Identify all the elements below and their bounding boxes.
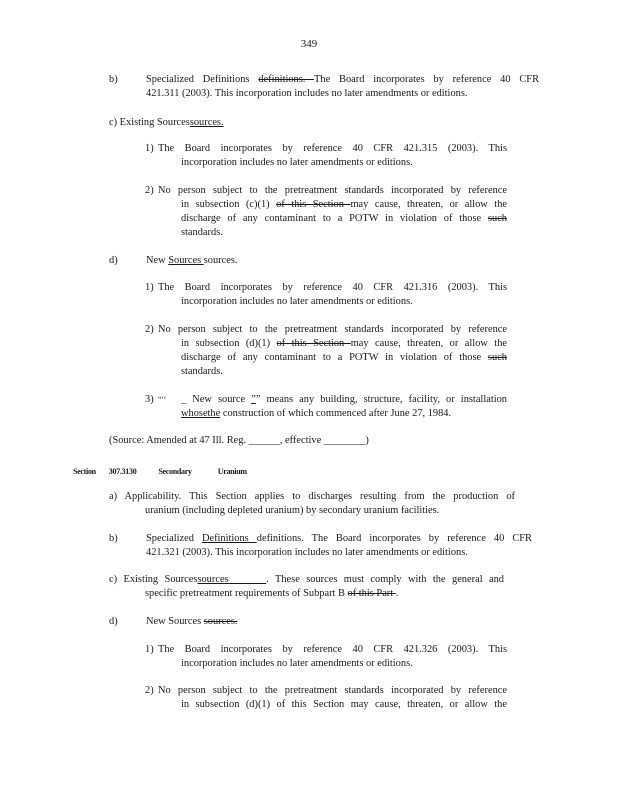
text-run: Specialized Definitions [146,74,259,85]
text-run: in subsection (d)(1) [181,338,277,349]
source-note [109,434,429,448]
text-run: sources. [203,255,238,266]
inserted-text: sources ______ [197,574,267,585]
subsection-label: d) [109,255,118,266]
item-label: 2) [145,324,154,335]
paragraph-line [181,351,507,365]
paragraph-line [181,198,507,212]
section-number: 307.3130 [108,467,137,476]
item-d-1 [145,643,507,671]
item-c-2 [145,184,507,240]
item-d-3 [145,393,507,421]
subsection-d [109,254,539,268]
text-run: may cause, threaten, or allow the [350,338,508,349]
paragraph-line: (Source: Amended at 47 Ill. Reg. ______, effective ________) [109,435,369,446]
text-run: discharge of any contaminant to a POTW in violation of those [181,213,488,224]
text-run: discharge of any contaminant to a POTW in violation of those [181,352,488,363]
text-run: in subsection (c)(1) [181,199,277,210]
text-run: may cause, threaten, or allow the [350,199,508,210]
item-d-2 [145,684,507,712]
item-d-2 [145,323,507,379]
paragraph-line: The Board incorporates by reference 40 CFR 421.316 (2003). This [158,282,507,293]
subsection-label: b) [109,74,118,85]
inserted-text: ” [251,394,256,405]
item-c-1 [145,142,507,170]
section-label: Section [73,467,96,476]
item-label: 2) [145,185,154,196]
struck-text: of this Section [276,199,351,210]
paragraph-line: 421.321 (2003). This incorporation includes no later amendments or editions. [146,547,468,558]
paragraph-line [146,532,532,546]
text-run: . [395,588,399,599]
text-run: The Board incorporates by reference 40 CFR [314,74,540,85]
page-number: 349 [300,38,318,50]
subsection-c [109,573,504,601]
paragraph-line: The Board incorporates by reference 40 CFR 421.326 (2003). This [158,644,507,655]
paragraph-line: No person subject to the pretreatment standards incorporated by reference [158,324,507,335]
text-run: specific pretreatment requirements of Subpart B [145,588,348,599]
paragraph-line [181,407,507,421]
struck-text: such [487,352,507,363]
subsection-a [109,490,515,518]
text-run: Specialized [146,533,202,544]
subsection-label: d) [109,616,118,627]
paragraph-line: standards. [181,366,223,377]
paragraph-line [145,587,504,601]
paragraph-line: No person subject to the pretreatment standards incorporated by reference [158,185,507,196]
paragraph-line: in subsection (d)(1) of this Section may cause, threaten, or allow the [181,699,507,710]
paragraph-line: a) Applicability. This Section applies to discharges resulting from the production of [109,491,515,502]
item-d-1 [145,281,507,309]
text-run: . These sources must comply with the general and [266,574,504,585]
paragraph-line: uranium (including depleted uranium) by secondary uranium facilities. [145,505,440,516]
inserted-text: Sources [168,255,204,266]
struck-text: of this Part [347,588,396,599]
item-label: 2) [145,685,154,696]
text-run: definitions. The Board incorporates by reference 40 CFR [256,533,532,544]
quote-marks: “‘‘ [158,395,167,404]
item-label: 1) [145,282,154,293]
paragraph-line [146,73,539,87]
text-run: New Sources [146,616,204,627]
subsection-b [109,532,532,560]
paragraph-line: 421.311 (2003). This incorporation includes no later amendments or editions. [146,88,468,99]
subsection-c [109,116,539,130]
paragraph-line [181,212,507,226]
paragraph-line [109,573,504,587]
paragraph-line [146,254,539,268]
item-label: 1) [145,143,154,154]
text-run: c) Existing Sources [109,574,198,585]
inserted-text: sources. [189,117,224,128]
inserted-text: Definitions [201,533,257,544]
text-run: ” means any building, structure, facility, or installation [255,394,507,405]
paragraph-line: incorporation includes no later amendments or editions. [181,296,413,307]
subsection-b [109,73,539,101]
paragraph-line [146,615,539,629]
section-title-word: Uranium [217,467,247,476]
paragraph-line: standards. [181,227,223,238]
inserted-text: whosethe [181,408,221,419]
paragraph-line [181,393,507,407]
text-run: construction of which commenced after June 27, 1984. [220,408,452,419]
struck-text: sources. [203,616,238,627]
subsection-label: b) [109,533,118,544]
struck-text: definitions. [258,74,315,85]
paragraph-line [109,116,539,130]
item-label: 1) [145,644,154,655]
paragraph-line [181,337,507,351]
paragraph-line: incorporation includes no later amendments or editions. [181,658,413,669]
item-label: 3) [145,394,154,405]
paragraph-line: The Board incorporates by reference 40 CFR 421.315 (2003). This [158,143,507,154]
section-title-word: Secondary [158,467,192,476]
struck-text: such [487,213,507,224]
subsection-d [109,615,539,629]
section-heading [73,465,247,479]
paragraph-line: incorporation includes no later amendments or editions. [181,157,413,168]
struck-text: of this Section [276,338,351,349]
text-run: New [146,255,169,266]
text-run: _ New source [181,394,252,405]
text-run: c) Existing Sources [109,117,190,128]
paragraph-line: No person subject to the pretreatment standards incorporated by reference [158,685,507,696]
